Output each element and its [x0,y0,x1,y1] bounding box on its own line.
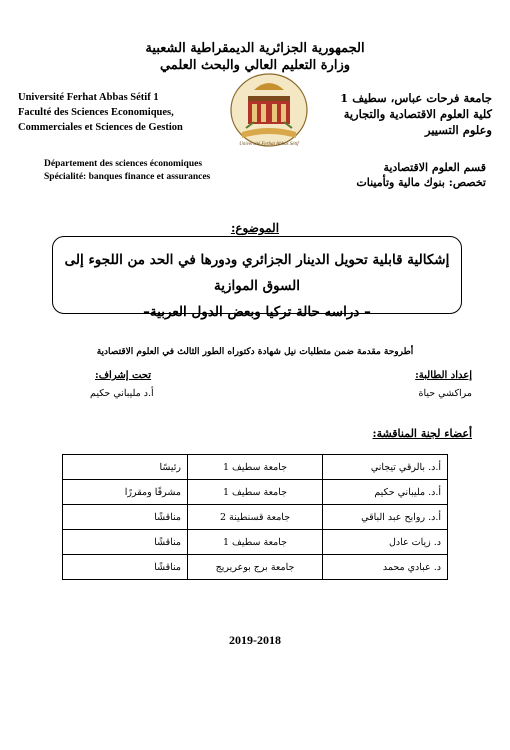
jury-member-name: أ.د. مليباني حكيم [323,480,448,505]
jury-table [62,454,448,580]
specialty-fr: Spécialité: banques finance et assurances [44,172,211,182]
thesis-title-box [52,236,462,320]
faculty-line2-ar: وعلوم التسيير [424,123,492,137]
jury-member-role: مناقشًا [63,505,188,530]
jury-member-name: أ.د. بالرقي تيجاني [323,455,448,480]
table-row [63,480,448,505]
supervisor-name: أ.د مليباني حكيم [90,388,154,399]
academic-year: 2019-2018 [229,633,281,647]
thesis-description: أطروحة مقدمة ضمن متطلبات نيل شهادة دكتوراه الطور الثالث في العلوم الاقتصادية [96,347,414,357]
department-block-ar [306,160,486,190]
faculty-line1-ar: كلية العلوم الاقتصادية والتجارية [343,107,492,121]
republic-title: الجمهورية الجزائرية الديمقراطية الشعبية [145,41,365,56]
thesis-title-line1: إشكالية قابلية تحويل الدينار الجزائري ودورها في الحد من اللجوء إلى السوق الموازية [64,252,450,294]
jury-member-university: جامعة سطيف 1 [187,480,322,505]
jury-member-university: جامعة برج بوعريريج [187,555,322,580]
university-block-ar [332,90,492,138]
ministry-title: وزارة التعليم العالي والبحث العلمي [159,58,351,73]
table-row [63,505,448,530]
faculty-line1-fr: Faculté des Sciences Economiques, [18,107,174,118]
theme-label: الموضوع: [230,221,280,235]
jury-member-role: مناقشًا [63,555,188,580]
jury-label: أعضاء لجنة المناقشة: [372,427,472,440]
thesis-title-line2: – دراسه حالة تركيا وبعض الدول العربية– [143,304,371,320]
jury-member-role: مشرفًا ومقررًا [63,480,188,505]
jury-member-role: مناقشًا [63,530,188,555]
table-row [63,530,448,555]
jury-member-name: أ.د. روابح عبد الباقي [323,505,448,530]
jury-member-name: د. زيات عادل [323,530,448,555]
department-ar: قسم العلوم الاقتصادية [383,161,486,174]
department-fr: Département des sciences économiques [44,159,203,169]
jury-member-university: جامعة سطيف 1 [187,455,322,480]
logo-caption: Université Ferhat Abbas Sétif [239,142,299,147]
preparation-label: إعداد الطالبة: [415,370,472,381]
university-name-fr: Université Ferhat Abbas Sétif 1 [18,92,159,103]
student-name: مراكشي حياة [418,388,472,399]
jury-member-name: د. عبادي محمد [323,555,448,580]
jury-member-university: جامعة قسنطينة 2 [187,505,322,530]
university-block-fr [18,90,233,135]
faculty-line2-fr: Commerciales et Sciences de Gestion [18,122,183,133]
jury-member-role: رئيسًا [63,455,188,480]
department-block-fr [44,158,274,184]
university-logo [224,66,314,160]
table-row [63,455,448,480]
supervision-label: تحت إشراف: [95,370,152,381]
specialty-ar: تخصص: بنوك مالية وتأمينات [356,176,486,189]
table-row [63,555,448,580]
university-name-ar: جامعة فرحات عباس، سطيف 1 [340,91,492,105]
jury-member-university: جامعة سطيف 1 [187,530,322,555]
